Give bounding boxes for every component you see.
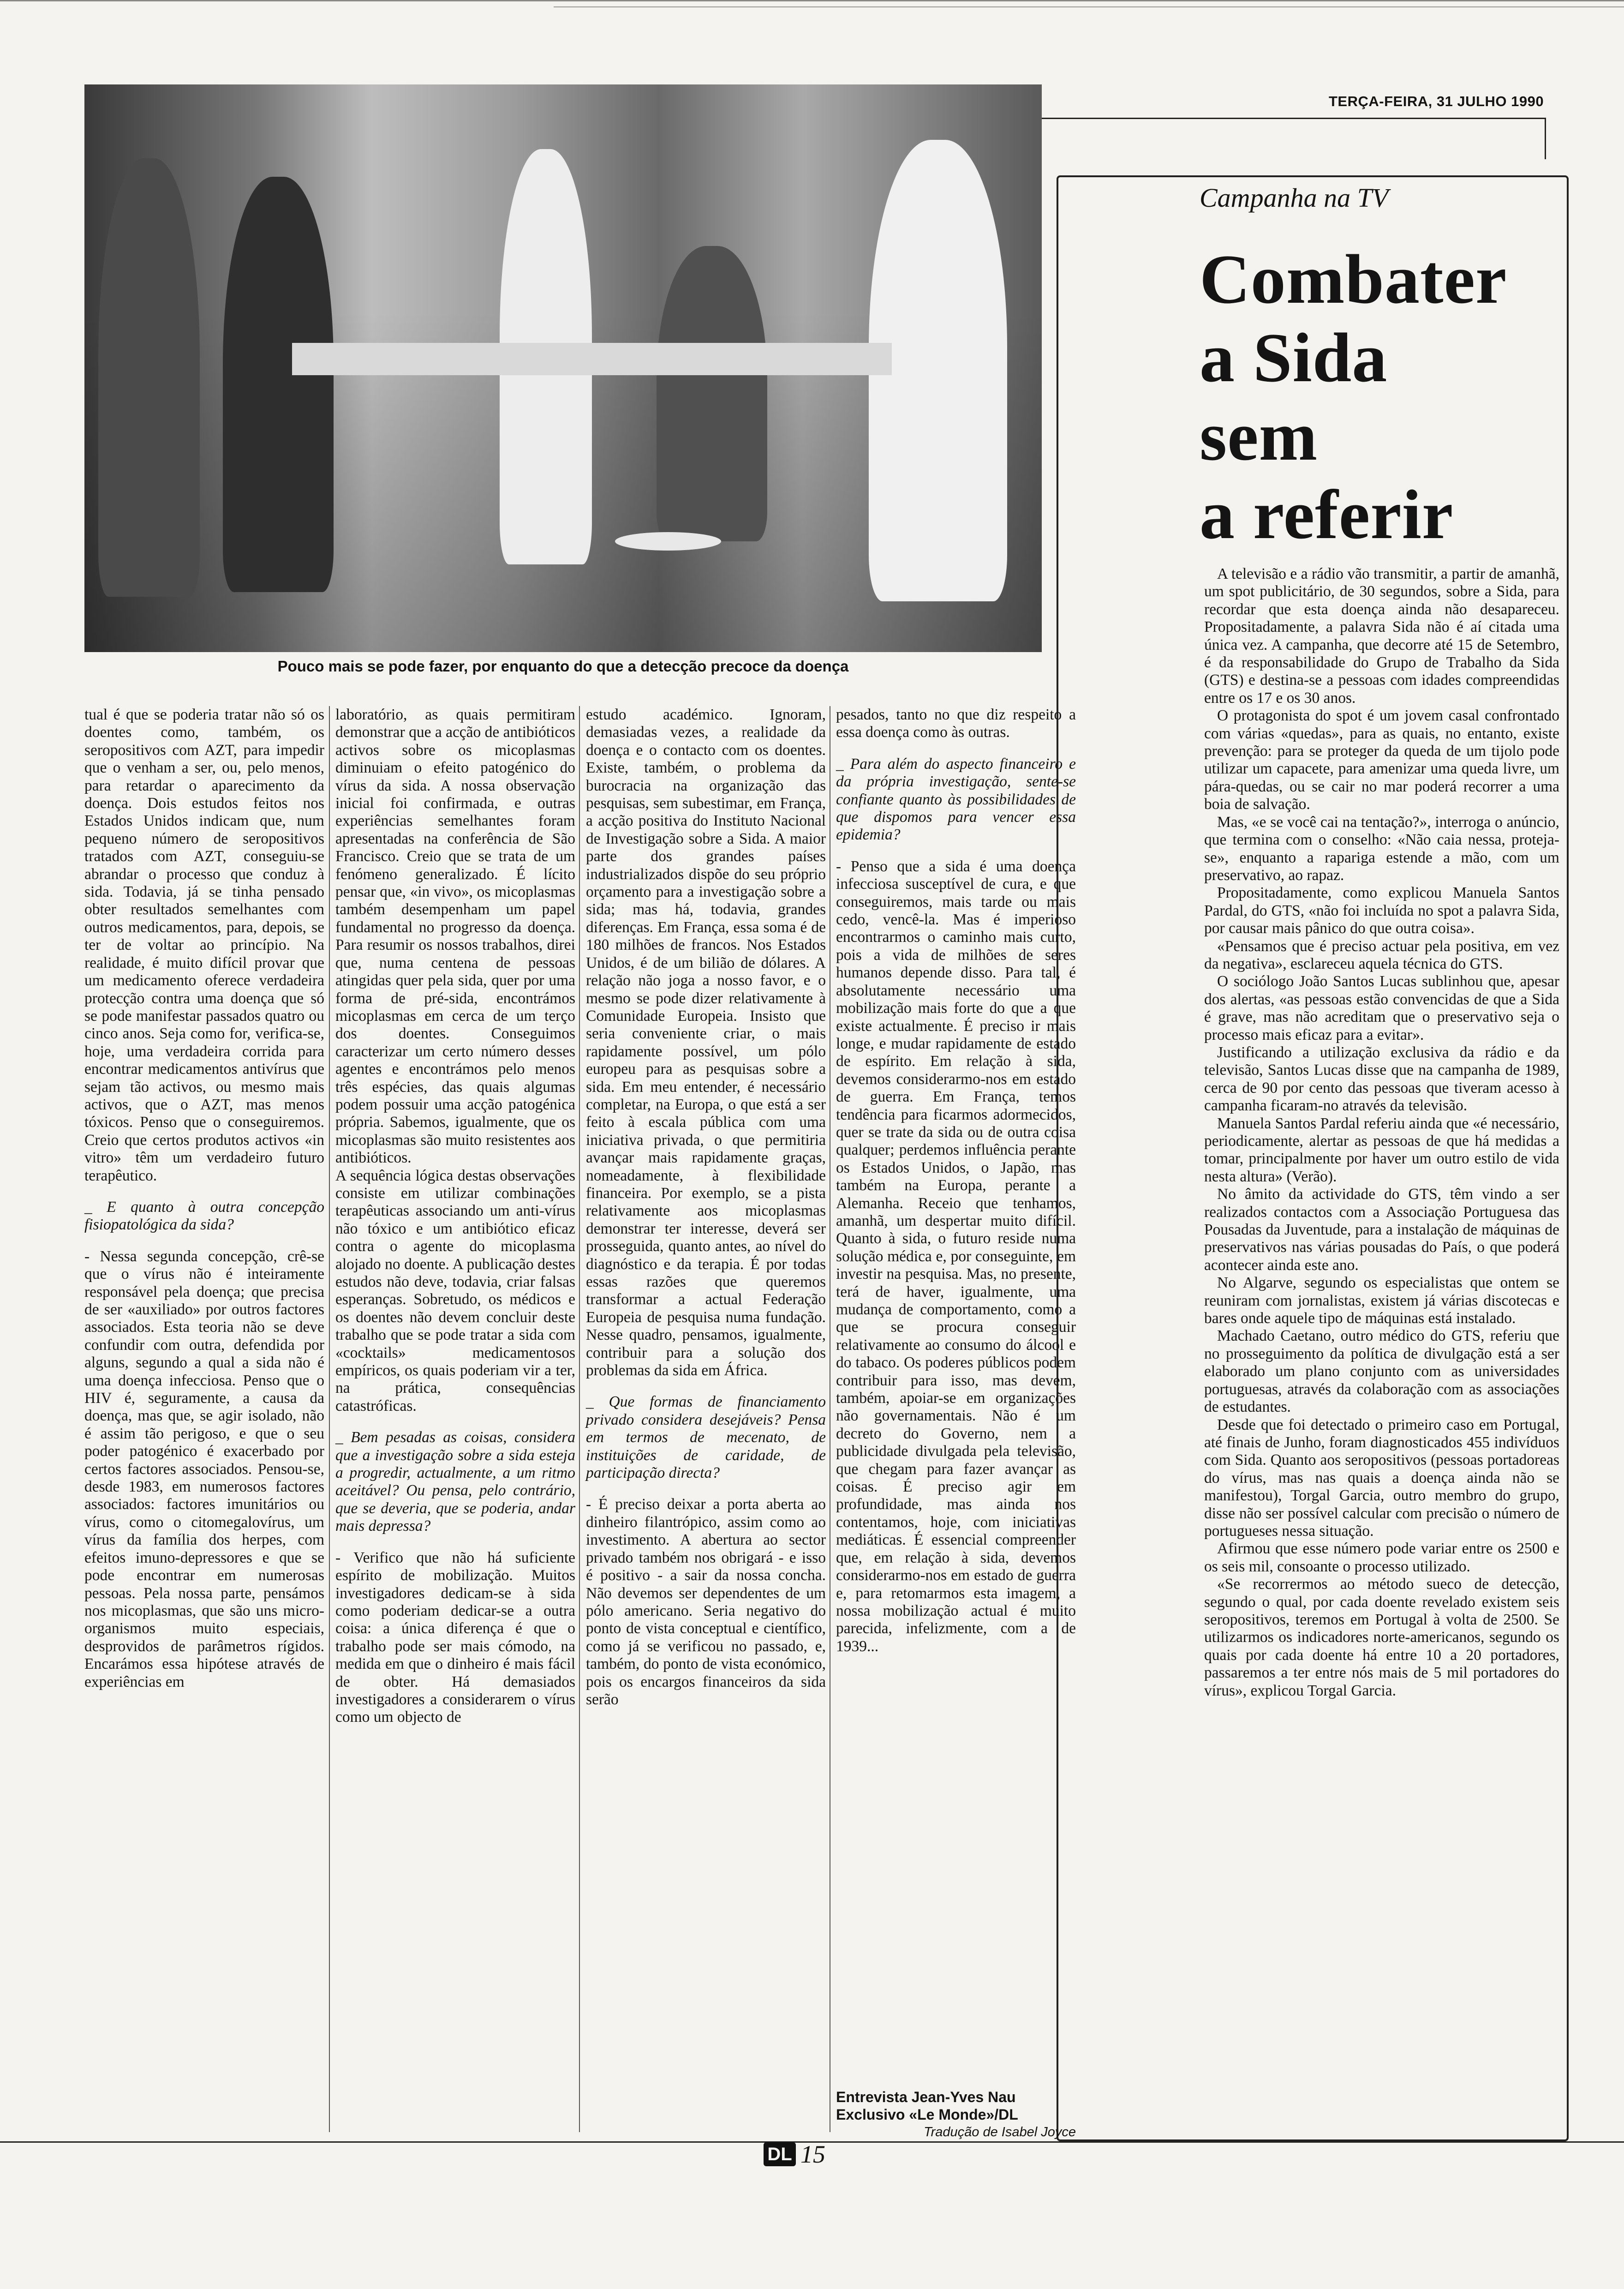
photo-figure — [657, 246, 767, 541]
interview-question: _ Que formas de financiamento privado considera desejáveis? Pensa em termos de mecenato, de instituições de caridade, de participação directa? — [586, 1393, 826, 1482]
sidebar-paragraph: Mas, «e se você cai na tentação?», interroga o anúncio, que termina com o conselho: «Não caia nessa, proteja-se», enquanto a rapariga estende a mão, com um preservativo, ao rapaz. — [1204, 813, 1559, 884]
footer-logo-text: DL — [767, 2144, 792, 2164]
sidebar-paragraph: «Pensamos que é preciso actuar pela positiva, em vez da negativa», esclareceu aquela técnica do GTS. — [1204, 937, 1559, 972]
header-rule-right — [1545, 118, 1546, 159]
sidebar-paragraph: «Se recorrermos ao método sueco de detecção, segundo o qual, por cada doente revelado existem seis seropositivos, teremos em Portugal à volta de 2500. Se utilizarmos os indicadores norte-americanos, segundo os quais por cada doente há entre 10 a 20 portadores, passaremos a ter entre nós mais de 5 mil portadores do vírus», explicou Torgal Garcia. — [1204, 1576, 1559, 1699]
headline-line: Combater — [1200, 240, 1507, 318]
sidebar-paragraph: No Algarve, segundo os especialistas que ontem se reuniram com jornalistas, existem já várias discotecas e bares onde aquele tipo de máquinas está instalado. — [1204, 1274, 1559, 1327]
column-rule — [329, 706, 330, 2132]
photo-bench — [292, 343, 892, 375]
sidebar-headline — [1200, 240, 1507, 554]
top-edge-rule-2 — [554, 6, 1624, 7]
article-paragraph: - Verifico que não há suficiente espírito de mobilização. Muitos investigadores dedicam-se à sida como poderiam dedicar-se a outra coisa: a única diferença é que o trabalho pode ser mais cómodo, na medida em que o dinheiro é mais fácil de obter. Há demasiados investigadores a considerarem o vírus como um objecto de — [335, 1549, 575, 1726]
interview-question: _ E quanto à outra concepção fisiopatológica da sida? — [84, 1198, 324, 1234]
headline-line: sem — [1200, 397, 1318, 475]
interview-question: _ Para além do aspecto financeiro e da própria investigação, sente-se confiante quanto às possibilidades de que dispomos para vencer essa epidemia? — [836, 755, 1076, 844]
article-paragraph: pesados, tanto no que diz respeito a essa doença como às outras. — [836, 706, 1076, 741]
sidebar-paragraph: Desde que foi detectado o primeiro caso em Portugal, até finais de Junho, foram diagnosticados 455 indivíduos com Sida. Quanto aos seropositivos (pessoas portadoreas do vírus, mas nas quais a doença ainda não se manifestou), Torgal Garcia, outro membro do grupo, disse não ser possível calcular com precisão o número de portugueses nessa situação. — [1204, 1416, 1559, 1540]
sidebar-kicker: Campanha na TV — [1200, 183, 1389, 213]
article-paragraph: estudo académico. Ignoram, demasiadas vezes, a realidade da doença e o contacto com os doentes. Existe, também, o problema da burocracia na organização das pesquisas, sem subestimar, em França, a acção positiva do Instituto Nacional de Investigação sobre a Sida. A maior parte dos grandes países industrializados dispõe do seu próprio orçamento para a investigação sobre a sida; mas há, todavia, grandes diferenças. Em França, essa soma é de 180 milhões de francos. Nos Estados Unidos, é de um bilião de dólares. A relação não joga a nosso favor, e o mesmo se pode dizer relativamente à Comunidade Europeia. Insisto que seria conveniente criar, o mais rapidamente possível, um pólo europeu para as pesquisas sobre a sida. Em meu entender, é necessário completar, na Europa, o que está a ser feito à escala pública com uma iniciativa privada, o que permitiria avançar mais rapidamente graças, nomeadamente, à flexibilidade financeira. Por exemplo, se a pista relativamente aos micoplasmas demonstrar ter interesse, deverá ser prosseguida, quanto antes, ao nível do diagnóstico e da terapia. É por todas essas razões que queremos transformar a actual Federação Europeia de pesquisa numa fundação. Nesse quadro, pensamos, igualmente, contribuir para a solução dos problemas da sida em África. — [586, 706, 826, 1379]
article-paragraph: laboratório, as quais permitiram demonstrar que a acção de antibióticos activos sobre os micoplasmas diminuiam o efeito patogénico do vírus da sida. A nossa observação inicial foi confirmada, e outras experiências semelhantes foram apresentadas na conferência de São Francisco. Creio que se trata de um fenómeno generalizado. É lícito pensar que, «in vivo», os micoplasmas também desempenham um papel fundamental no progresso da doença. Para resumir os nossos trabalhos, direi que, numa centena de pessoas atingidas quer pela sida, quer por uma forma de pré-sida, encontrámos micoplasmas em cerca de um terço dos doentes. Conseguimos caracterizar um certo número desses agentes e encontrámos pelo menos três espécies, das quais algumas podem possuir uma acção patogénica própria. Sabemos, igualmente, que os micoplasmas são muito resistentes aos antibióticos. — [335, 706, 575, 1167]
sidebar-paragraph: O protagonista do spot é um jovem casal confrontado com várias «quedas», para as quais, no entanto, existe prevenção: para se proteger da queda de um tijolo pode utilizar um capacete, para amenizar uma queda livre, um pára-quedas, ou se cair no mar poderá recorrer a uma boia de salvação. — [1204, 707, 1559, 813]
sidebar-paragraph: Afirmou que esse número pode variar entre os 2500 e os seis mil, consoante o processo utilizado. — [1204, 1540, 1559, 1575]
top-edge-rule — [0, 0, 1624, 1]
translation-credit: Tradução de Isabel Joyce — [924, 2125, 1076, 2139]
byline-source: Exclusivo «Le Monde»/DL — [836, 2106, 1018, 2123]
sidebar-paragraph: Propositadamente, como explicou Manuela Santos Pardal, do GTS, «não foi incluída no spot a palavra Sida, por causar mais pânico do que outra coisa». — [1204, 884, 1559, 937]
headline-line: a referir — [1200, 476, 1454, 553]
article-credits — [836, 2088, 1076, 2141]
article-paragraph: - Nessa segunda concepção, crê-se que o vírus não é inteiramente responsável pela doença; que precisa de ser «auxiliado» por outros factores associados. Esta teoria não se deve confundir com outra, defendida por alguns, segundo a qual a sida não é uma doença infecciosa. Penso que o HIV é, seguramente, a causa da doença, mas que, se agir isolado, não é assim tão perigoso, e que o seu poder patogénico é exacerbado por certos factores associados. Pensou-se, desde 1983, em numerosos factores associados: factores imunitários ou vírus, como o citomegalovírus, um vírus da família dos herpes, com efeitos imuno-depressores e que se pode encontrar em numerosas pessoas. Pela nossa parte, pensámos nos micoplasmas, que são uns micro-organismos muito especiais, desprovidos de parâmetros rígidos. Encarámos essa hipótese através de experiências em — [84, 1247, 324, 1690]
page-number: 15 — [800, 2140, 825, 2168]
article-column-4 — [836, 706, 1076, 1655]
byline: Entrevista Jean-Yves Nau — [836, 2089, 1016, 2105]
photo-stool — [615, 532, 721, 551]
sidebar-body — [1204, 565, 1559, 1700]
article-paragraph: - Penso que a sida é uma doença infecciosa susceptível de cura, e que conseguiremos, mais tarde ou mais cedo, vencê-la. Mas é imperioso encontrarmos o caminho mais curto, pois a vida de milhões de seres humanos depende disso. Para tal, é absolutamente necessário uma mobilização mais forte do que a que existe actualmente. É preciso ir mais longe, e mudar rapidamente de estado de espírito. Em relação à sida, devemos considerarmo-nos em estado de guerra. Em França, temos tendência para ficarmos adormecidos, quer se trate da sida ou de outra coisa qualquer; perdemos influência perante os Estados Unidos, o Japão, mas também na Europa, perante a Alemanha. Receio que tenhamos, amanhã, um despertar muito difícil. Quanto à sida, o futuro reside numa solução médica e, por conseguinte, em investir na pesquisa. Mas, no presente, terá de haver, igualmente, uma mudança de comportamento, como a que se procura conseguir relativamente ao consumo do álcool e do tabaco. Os poderes públicos podem contribuir para isso, mas devem, também, apoiar-se em organizações não governamentais. Não é um decreto do Governo, nem a publicidade divulgada pela televisão, que chegam para fazer avançar as coisas. É preciso agir em profundidade, mas ainda nos contentamos, hoje, com iniciativas mediáticas. É essencial compreender que, em relação à sida, devemos considerarmo-nos em estado de guerra e, para retomarmos esta imagem, a nossa mobilização actual é muito parecida, infelizmente, com a de 1939... — [836, 857, 1076, 1655]
article-paragraph: tual é que se poderia tratar não só os doentes como, também, os seropositivos com AZT, para impedir que o venham a ser, ou, pelo menos, para retardar o aparecimento da doença. Dois estudos feitos nos Estados Unidos indicam que, num pequeno número de seropositivos tratados com AZT, conseguiu-se abrandar o processo que conduz à sida. Todavia, já se tinha pensado obter resultados semelhantes com outros medicamentos, para, depois, se ter de voltar ao princípio. Na realidade, é muito difícil provar que um medicamento oferece verdadeira protecção contra uma doença que só se pode manifestar passados quatro ou cinco anos. Seja como for, verifica-se, hoje, uma verdadeira corrida para encontrar medicamentos antivírus que sejam tão activos, ou mesmo mais activos, que o AZT, mas menos tóxicos. Penso que o conseguiremos. Creio que certos produtos activos «in vitro» têm um verdadeiro futuro terapêutico. — [84, 706, 324, 1184]
article-paragraph: A sequência lógica destas observações consiste em utilizar combinações terapêuticas associando um anti-vírus não tóxico e um antibiótico eficaz contra o agente do micoplasma alojado no doente. A publicação destes estudos não deve, todavia, criar falsas esperanças. Sobretudo, os médicos e os doentes não devem concluir deste trabalho que se pode tratar a sida com «cocktails» medicamentosos empíricos, os quais poderiam vir a ter, na prática, consequências catastróficas. — [335, 1167, 575, 1414]
sidebar-paragraph: Machado Caetano, outro médico do GTS, referiu que no prosseguimento da política de divulgação está a ser elaborado um plano conjunto com as universidades portuguesas, através da colaboração com as associações de estudantes. — [1204, 1327, 1559, 1416]
article-column-3 — [586, 706, 826, 1708]
article-paragraph: - É preciso deixar a porta aberta ao dinheiro filantrópico, assim como ao investimento. A abertura ao sector privado também nos obrigará - e isso é positivo - a sair da nossa concha. Não devemos ser dependentes de um pólo americano. Seria negativo do ponto de vista conceptual e científico, como já se verificou no passado, e, também, do ponto de vista económico, pois os encargos financeiros da sida serão — [586, 1496, 826, 1708]
sidebar-paragraph: A televisão e a rádio vão transmitir, a partir de amanhã, um spot publicitário, de 30 segundos, sobre a Sida, para recordar que esta doença ainda não desapareceu. Propositadamente, a palavra Sida não é aí citada uma única vez. A campanha, que decorre até 15 de Setembro, é da responsabilidade do Grupo de Trabalho da Sida (GTS) e destina-se a pessoas com idades compreendidas entre os 17 e os 30 anos. — [1204, 565, 1559, 707]
photo-figure — [98, 158, 200, 597]
headline-line: a Sida — [1200, 319, 1388, 396]
interview-question: _ Bem pesadas as coisas, considera que a investigação sobre a sida esteja a progredir, actualmente, a um ritmo aceitável? Ou pensa, pelo contrário, que se deveria, que se poderia, andar mais depressa? — [335, 1429, 575, 1535]
photo-figure — [223, 177, 334, 592]
sidebar-paragraph: Justificando a utilização exclusiva da rádio e da televisão, Santos Lucas disse que na campanha de 1989, cerca de 90 por cento das pessoas que tiveram acesso à campanha ficaram-no através da televisão. — [1204, 1043, 1559, 1115]
article-column-2 — [335, 706, 575, 1726]
article-column-1 — [84, 706, 324, 1691]
sidebar-paragraph: No âmito da actividade do GTS, têm vindo a ser realizados contactos com a Associação Portuguesa das Pousadas da Juventude, para a instalação de máquinas de preservativos nas várias pousadas do País, o que poderá acontecer ainda este ano. — [1204, 1186, 1559, 1274]
footer-logo — [764, 2142, 796, 2166]
sidebar-paragraph: O sociólogo João Santos Lucas sublinhou que, apesar dos alertas, «as pessoas estão convencidas de que a Sida é grave, mas não acreditam que o preservativo seja o processo mais eficaz para a evitar». — [1204, 973, 1559, 1043]
column-rule — [579, 706, 580, 2132]
lab-photo — [84, 84, 1042, 652]
date-header: TERÇA-FEIRA, 31 JULHO 1990 — [1329, 93, 1544, 109]
sidebar-paragraph: Manuela Santos Pardal referiu ainda que «é necessário, periodicamente, alertar as pessoas de que há medidas a tomar, principalmente por haver um outro estilo de vida nesta altura» (Verão). — [1204, 1115, 1559, 1185]
photo-caption: Pouco mais se pode fazer, por enquanto do que a detecção precoce da doença — [277, 658, 849, 675]
header-rule — [1042, 118, 1546, 119]
